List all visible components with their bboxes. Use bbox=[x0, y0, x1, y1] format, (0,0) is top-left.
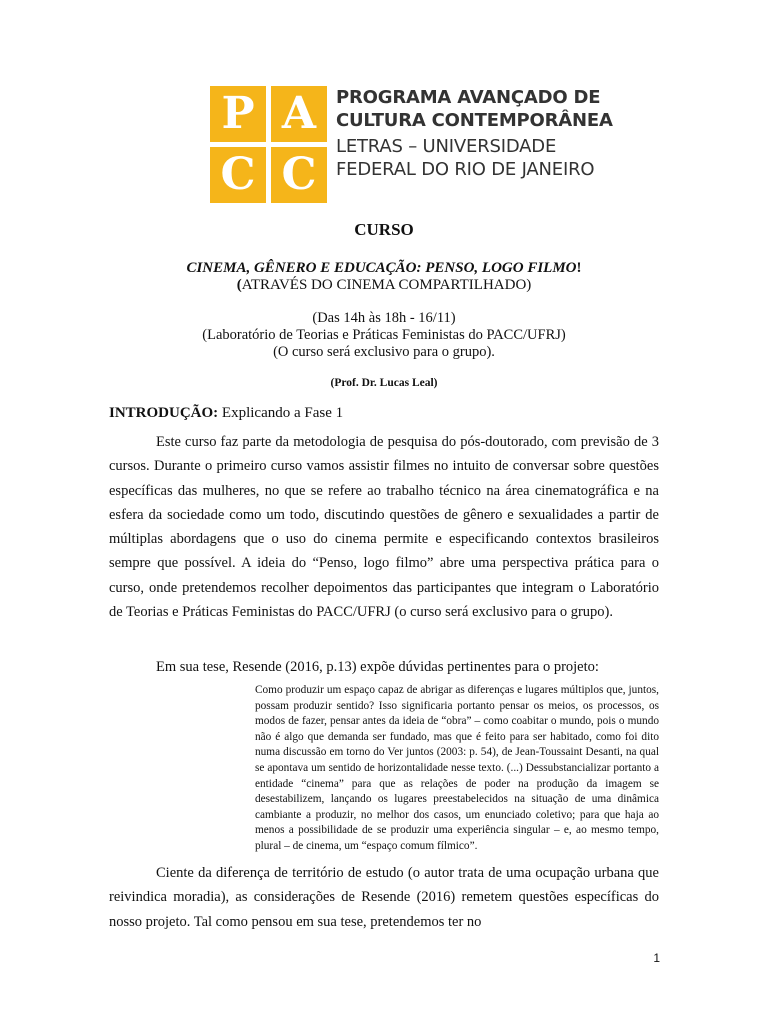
logo-line-3: LETRAS – UNIVERSIDADE bbox=[336, 136, 557, 157]
logo-line-1: PROGRAMA AVANÇADO DE bbox=[336, 87, 601, 108]
intro-heading-label: INTRODUÇÃO: bbox=[109, 405, 219, 421]
course-schedule: (Das 14h às 18h - 16/11) bbox=[312, 310, 456, 326]
page-number: 1 bbox=[653, 951, 660, 965]
paragraph-1: Este curso faz parte da metodologia de pesquisa do pós-doutorado, com previsão de 3 cursos. Durante o primeiro curso vamos assistir filmes no intuito de conversar sobre questões específicas das mulheres, no que se refere ao trabalho técnico na área cinematográfica e na esfera da sociedade como um todo, discutindo questões de gênero e sexualidades a partir de múltiplas abordagens que o uso do cinema permite e especificando contextos brasileiros sempre que possível. A ideia do “Penso, logo filmo” abre uma perspectiva prática para o curso, onde pretendemos recolher depoimentos das participantes que integram o Laboratório de Teorias e Práticas Feministas do PACC/UFRJ (o curso será exclusivo para o grupo). bbox=[109, 434, 659, 621]
block-quote: Como produzir um espaço capaz de abrigar as diferenças e lugares múltiplos que, juntos, possam produzir sentido? Isso significaria portanto pensar os meios, os processos, os modos de fazer, pensar antes da ideia de “obra” – como coabitar o mundo, pois o mundo não é algo que demanda ser fundado, mas que é feito para ser habitado, como foi dito numa discussão em torno do Ver juntos (2003: p. 54), de Jean-Toussaint Desanti, na qual se apontava um sentido de horizontalidade nesse texto. (...) Dessubstancializar portanto a entidade “cinema” para que as relações de poder na produção da imagem se desestabilizem, lançando os lugares preestabelecidos na situação de uma dinâmica cambiante a produzir, no melhor dos casos, um enunciado coletivo; para que haja ao menos a possibilidade de se produzir uma experiência singular – e, ao mesmo tempo, plural – de cinema, um “espaço comum fílmico”. bbox=[255, 684, 659, 852]
logo-tile-c1: C bbox=[210, 147, 266, 203]
course-title-exclamation: ! bbox=[576, 260, 582, 276]
logo-tile-grid bbox=[210, 86, 327, 203]
logo-tile-a: A bbox=[271, 86, 327, 142]
logo-line-4: FEDERAL DO RIO DE JANEIRO bbox=[336, 159, 595, 180]
intro-subheading: Explicando a Fase 1 bbox=[221, 405, 344, 421]
course-label: CURSO bbox=[354, 220, 414, 239]
logo-text bbox=[336, 86, 613, 181]
course-professor: (Prof. Dr. Lucas Leal) bbox=[330, 377, 438, 389]
logo-tile-p: P bbox=[210, 86, 266, 142]
course-title bbox=[90, 260, 678, 277]
course-subtitle bbox=[90, 277, 678, 294]
intro-heading bbox=[109, 405, 343, 422]
pacc-logo bbox=[210, 86, 613, 204]
logo-line-2: CULTURA CONTEMPORÂNEA bbox=[336, 110, 613, 131]
course-lab: (Laboratório de Teorias e Práticas Feministas do PACC/UFRJ) bbox=[202, 327, 566, 343]
course-subtitle-paren: ( bbox=[236, 277, 242, 293]
course-title-text: CINEMA, GÊNERO E EDUCAÇÃO: PENSO, LOGO FILMO bbox=[186, 260, 577, 276]
paragraph-2: Em sua tese, Resende (2016, p.13) expõe dúvidas pertinentes para o projeto: bbox=[156, 659, 599, 675]
logo-tile-c2: C bbox=[271, 147, 327, 203]
course-exclusive-note: (O curso será exclusivo para o grupo). bbox=[273, 344, 495, 360]
paragraph-3: Ciente da diferença de território de estudo (o autor trata de uma ocupação urbana que reivindica moradia), as considerações de Resende (2016) remetem questões específicas do nosso projeto. Tal como pensou em sua tese, pretendemos ter no bbox=[109, 865, 659, 930]
course-subtitle-text: ATRAVÉS DO CINEMA COMPARTILHADO) bbox=[241, 277, 532, 293]
